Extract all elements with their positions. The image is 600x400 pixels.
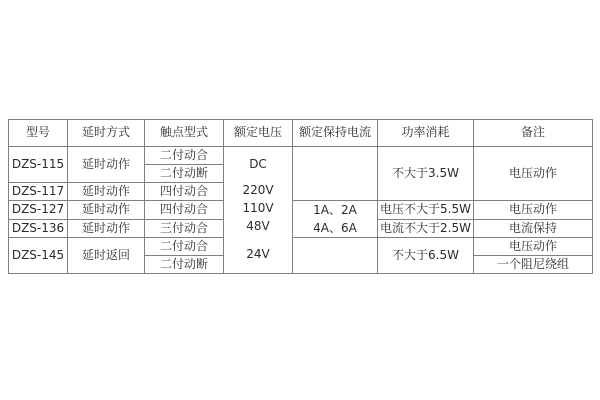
cell-power-group1: 不大于3.5W bbox=[378, 147, 474, 201]
header-rated-voltage: 额定电压 bbox=[224, 120, 293, 147]
header-model: 型号 bbox=[9, 120, 68, 147]
cell-delay-dzs136: 延时动作 bbox=[68, 219, 145, 238]
cell-delay-dzs145: 延时返回 bbox=[68, 238, 145, 274]
voltage-24v: 24V bbox=[246, 246, 270, 261]
cell-contact-dzs145-no: 二付动合 bbox=[145, 238, 224, 256]
cell-power-dzs136: 电流不大于2.5W bbox=[378, 219, 474, 238]
cell-model-dzs127: DZS-127 bbox=[9, 201, 68, 220]
relay-spec-table bbox=[8, 119, 593, 274]
voltage-list bbox=[224, 147, 292, 273]
cell-delay-dzs115: 延时动作 bbox=[68, 147, 145, 183]
cell-contact-dzs127: 四付动合 bbox=[145, 201, 224, 220]
cell-remark-dzs145-1: 电压动作 bbox=[474, 238, 593, 256]
cell-rated-voltage bbox=[224, 147, 293, 274]
header-rated-holding-current: 额定保持电流 bbox=[293, 120, 378, 147]
cell-contact-dzs136: 三付动合 bbox=[145, 219, 224, 238]
table-row bbox=[9, 147, 593, 165]
cell-model-dzs136: DZS-136 bbox=[9, 219, 68, 238]
table-header-row bbox=[9, 120, 593, 147]
cell-model-dzs115: DZS-115 bbox=[9, 147, 68, 183]
header-power-consumption: 功率消耗 bbox=[378, 120, 474, 147]
header-contact-type: 触点型式 bbox=[145, 120, 224, 147]
holding-current-line2: 4A、6A bbox=[313, 221, 357, 235]
holding-current-line1: 1A、2A bbox=[313, 203, 357, 217]
cell-contact-dzs115-nc: 二付动断 bbox=[145, 165, 224, 183]
cell-model-dzs117: DZS-117 bbox=[9, 183, 68, 201]
header-delay-mode: 延时方式 bbox=[68, 120, 145, 147]
cell-remark-group1: 电压动作 bbox=[474, 147, 593, 201]
cell-remark-dzs127: 电压动作 bbox=[474, 201, 593, 220]
cell-contact-dzs117: 四付动合 bbox=[145, 183, 224, 201]
table-row bbox=[9, 238, 593, 256]
cell-power-dzs145: 不大于6.5W bbox=[378, 238, 474, 274]
cell-contact-dzs145-nc: 二付动断 bbox=[145, 256, 224, 274]
cell-holding-current-group1-empty bbox=[293, 147, 378, 201]
cell-power-dzs127: 电压不大于5.5W bbox=[378, 201, 474, 220]
voltage-220v: 220V bbox=[242, 183, 274, 198]
table-row bbox=[9, 201, 593, 220]
cell-delay-dzs127: 延时动作 bbox=[68, 201, 145, 220]
voltage-110v: 110V bbox=[242, 201, 274, 216]
cell-holding-current-group3-empty bbox=[293, 238, 378, 274]
cell-holding-current-values bbox=[293, 201, 378, 238]
cell-remark-dzs136: 电流保持 bbox=[474, 219, 593, 238]
cell-delay-dzs117: 延时动作 bbox=[68, 183, 145, 201]
cell-remark-dzs145-2: 一个阻尼绕组 bbox=[474, 256, 593, 274]
header-remarks: 备注 bbox=[474, 120, 593, 147]
cell-model-dzs145: DZS-145 bbox=[9, 238, 68, 274]
cell-contact-dzs115-no: 二付动合 bbox=[145, 147, 224, 165]
voltage-dc: DC bbox=[249, 156, 267, 171]
voltage-48v: 48V bbox=[246, 219, 270, 234]
